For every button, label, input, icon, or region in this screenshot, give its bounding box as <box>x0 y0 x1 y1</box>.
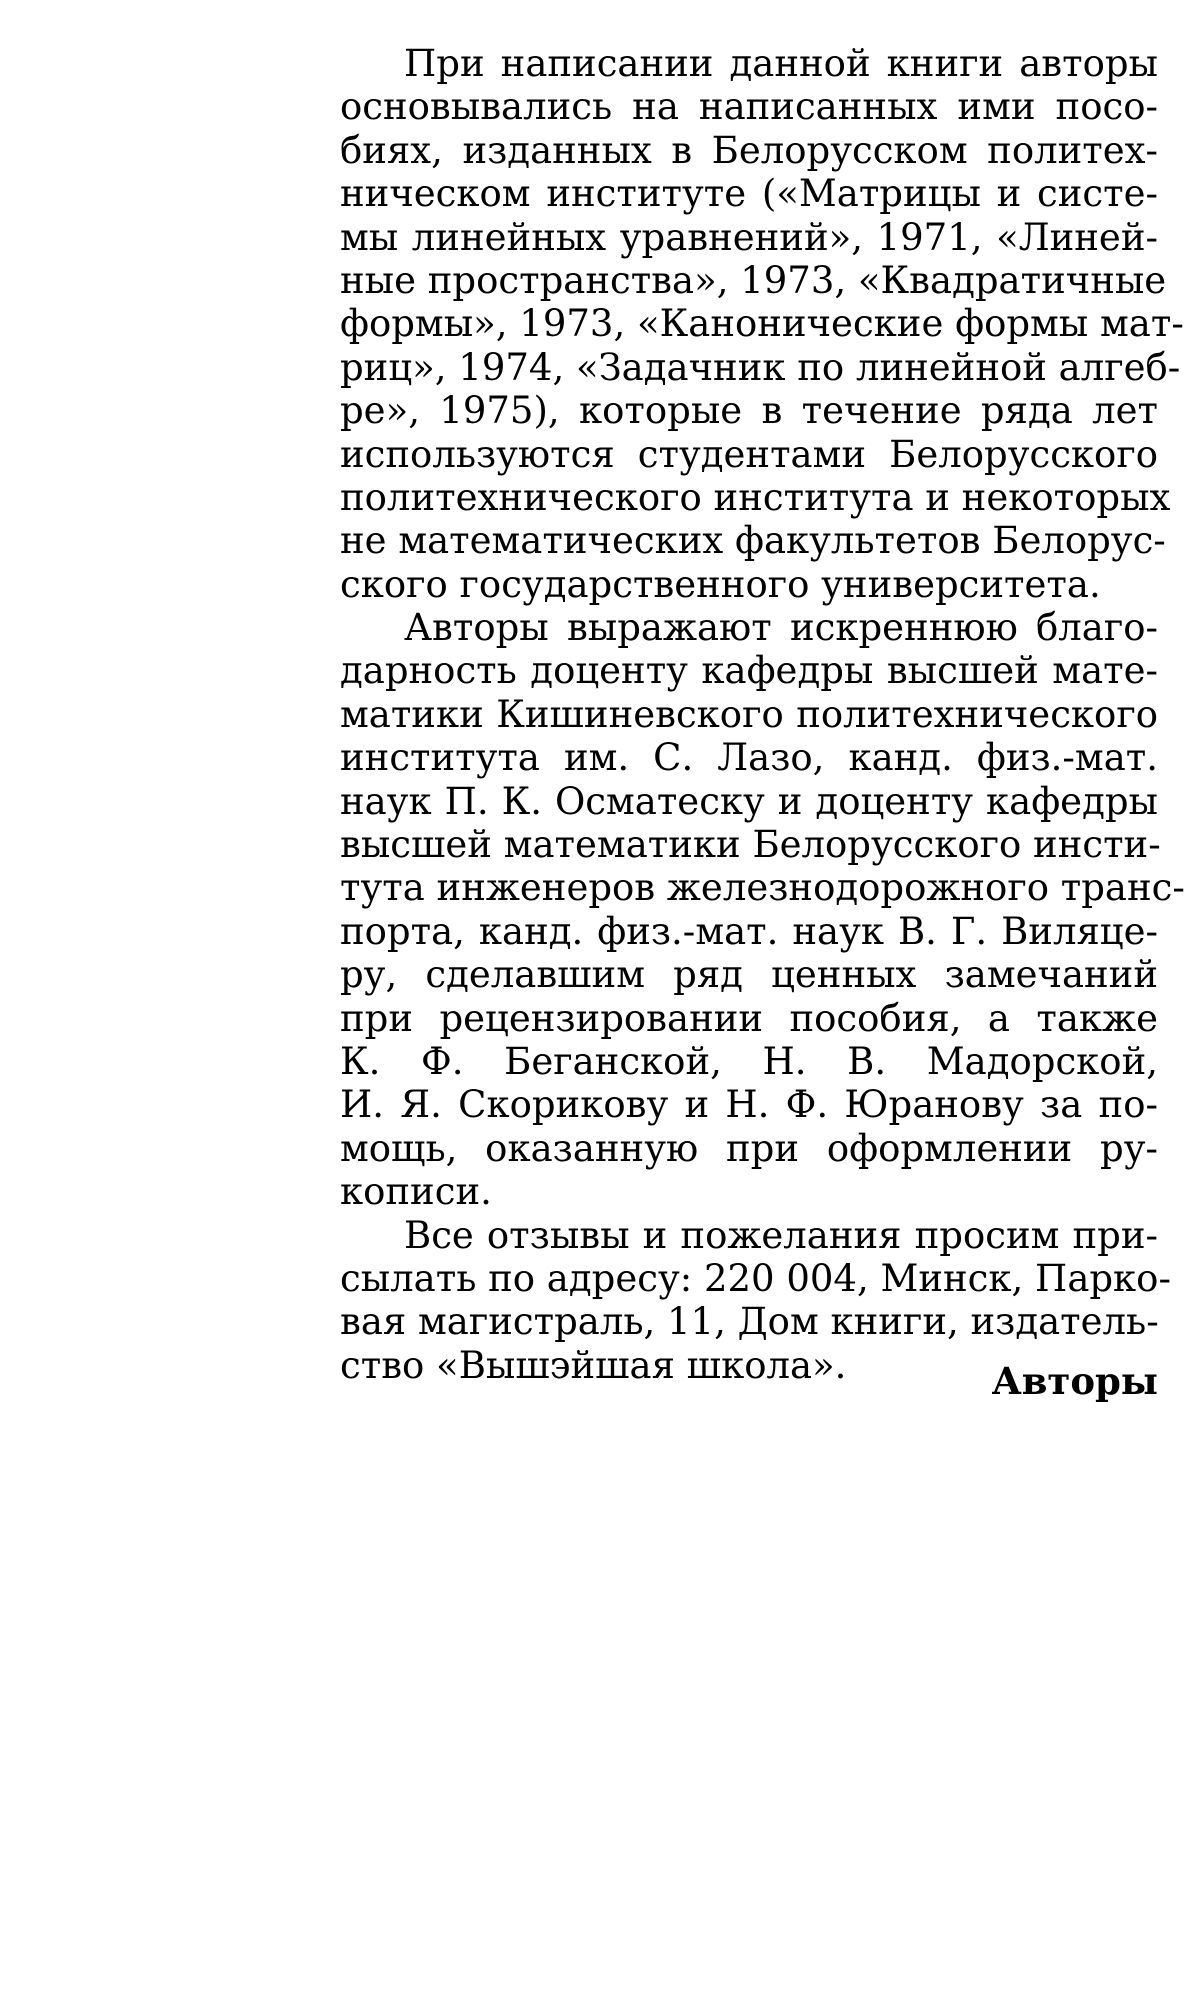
preface-text <box>340 42 1185 1387</box>
text-line: ство «Вышэйшая школа». <box>340 1343 847 1387</box>
text-line: вая магистраль, 11, Дом книги, издатель- <box>340 1300 1159 1344</box>
text-line: Все отзывы и пожелания просим при- <box>404 1213 1158 1257</box>
signature: Авторы <box>991 1359 1158 1403</box>
text-line: ру, сделавшим ряд ценных замечаний <box>340 953 1158 997</box>
text-line: кописи. <box>340 1170 492 1214</box>
text-line: института им. С. Лазо, канд. физ.-мат. <box>340 736 1158 780</box>
text-line: ского государственного университета. <box>340 562 1101 606</box>
text-line: порта, канд. физ.-мат. наук В. Г. Виляце- <box>340 909 1158 953</box>
text-line: мы линейных уравнений», 1971, «Линей- <box>340 215 1158 259</box>
text-line: сылать по адресу: 220 004, Минск, Парко- <box>340 1256 1171 1300</box>
text-line: К. Ф. Беганской, Н. В. Мадорской, <box>340 1039 1158 1083</box>
text-line: ные пространства», 1973, «Квадратичные <box>340 258 1167 302</box>
text-line: При написании данной книги авторы <box>404 42 1158 85</box>
text-line: не математических факультетов Белорус- <box>340 519 1166 563</box>
text-line: ре», 1975), которые в течение ряда лет <box>340 389 1158 433</box>
text-line: используются студентами Белорусского <box>340 432 1158 476</box>
text-line: основывались на написанных ими посо- <box>340 85 1158 129</box>
text-line: формы», 1973, «Канонические формы мат- <box>340 302 1184 346</box>
text-line: наук П. К. Осматеску и доценту кафедры <box>340 779 1158 823</box>
text-line: риц», 1974, «Задачник по линейной алгеб- <box>340 345 1181 389</box>
text-line: дарность доценту кафедры высшей мате- <box>340 649 1158 693</box>
text-line: Авторы выражают искреннюю благо- <box>404 606 1158 650</box>
text-line: тута инженеров железнодорожного транс- <box>340 866 1185 910</box>
text-line: политехнического института и некоторых <box>340 475 1171 519</box>
text-line: мощь, оказанную при оформлении ру- <box>340 1126 1158 1170</box>
text-line: И. Я. Скорикову и Н. Ф. Юранову за по- <box>340 1083 1158 1127</box>
text-line: биях, изданных в Белорусском политех- <box>340 128 1158 172</box>
text-line: при рецензировании пособия, а также <box>340 996 1158 1040</box>
text-line: высшей математики Белорусского инсти- <box>340 823 1161 867</box>
text-line: ническом институте («Матрицы и систе- <box>340 172 1158 216</box>
text-line: матики Кишиневского политехнического <box>340 692 1158 736</box>
